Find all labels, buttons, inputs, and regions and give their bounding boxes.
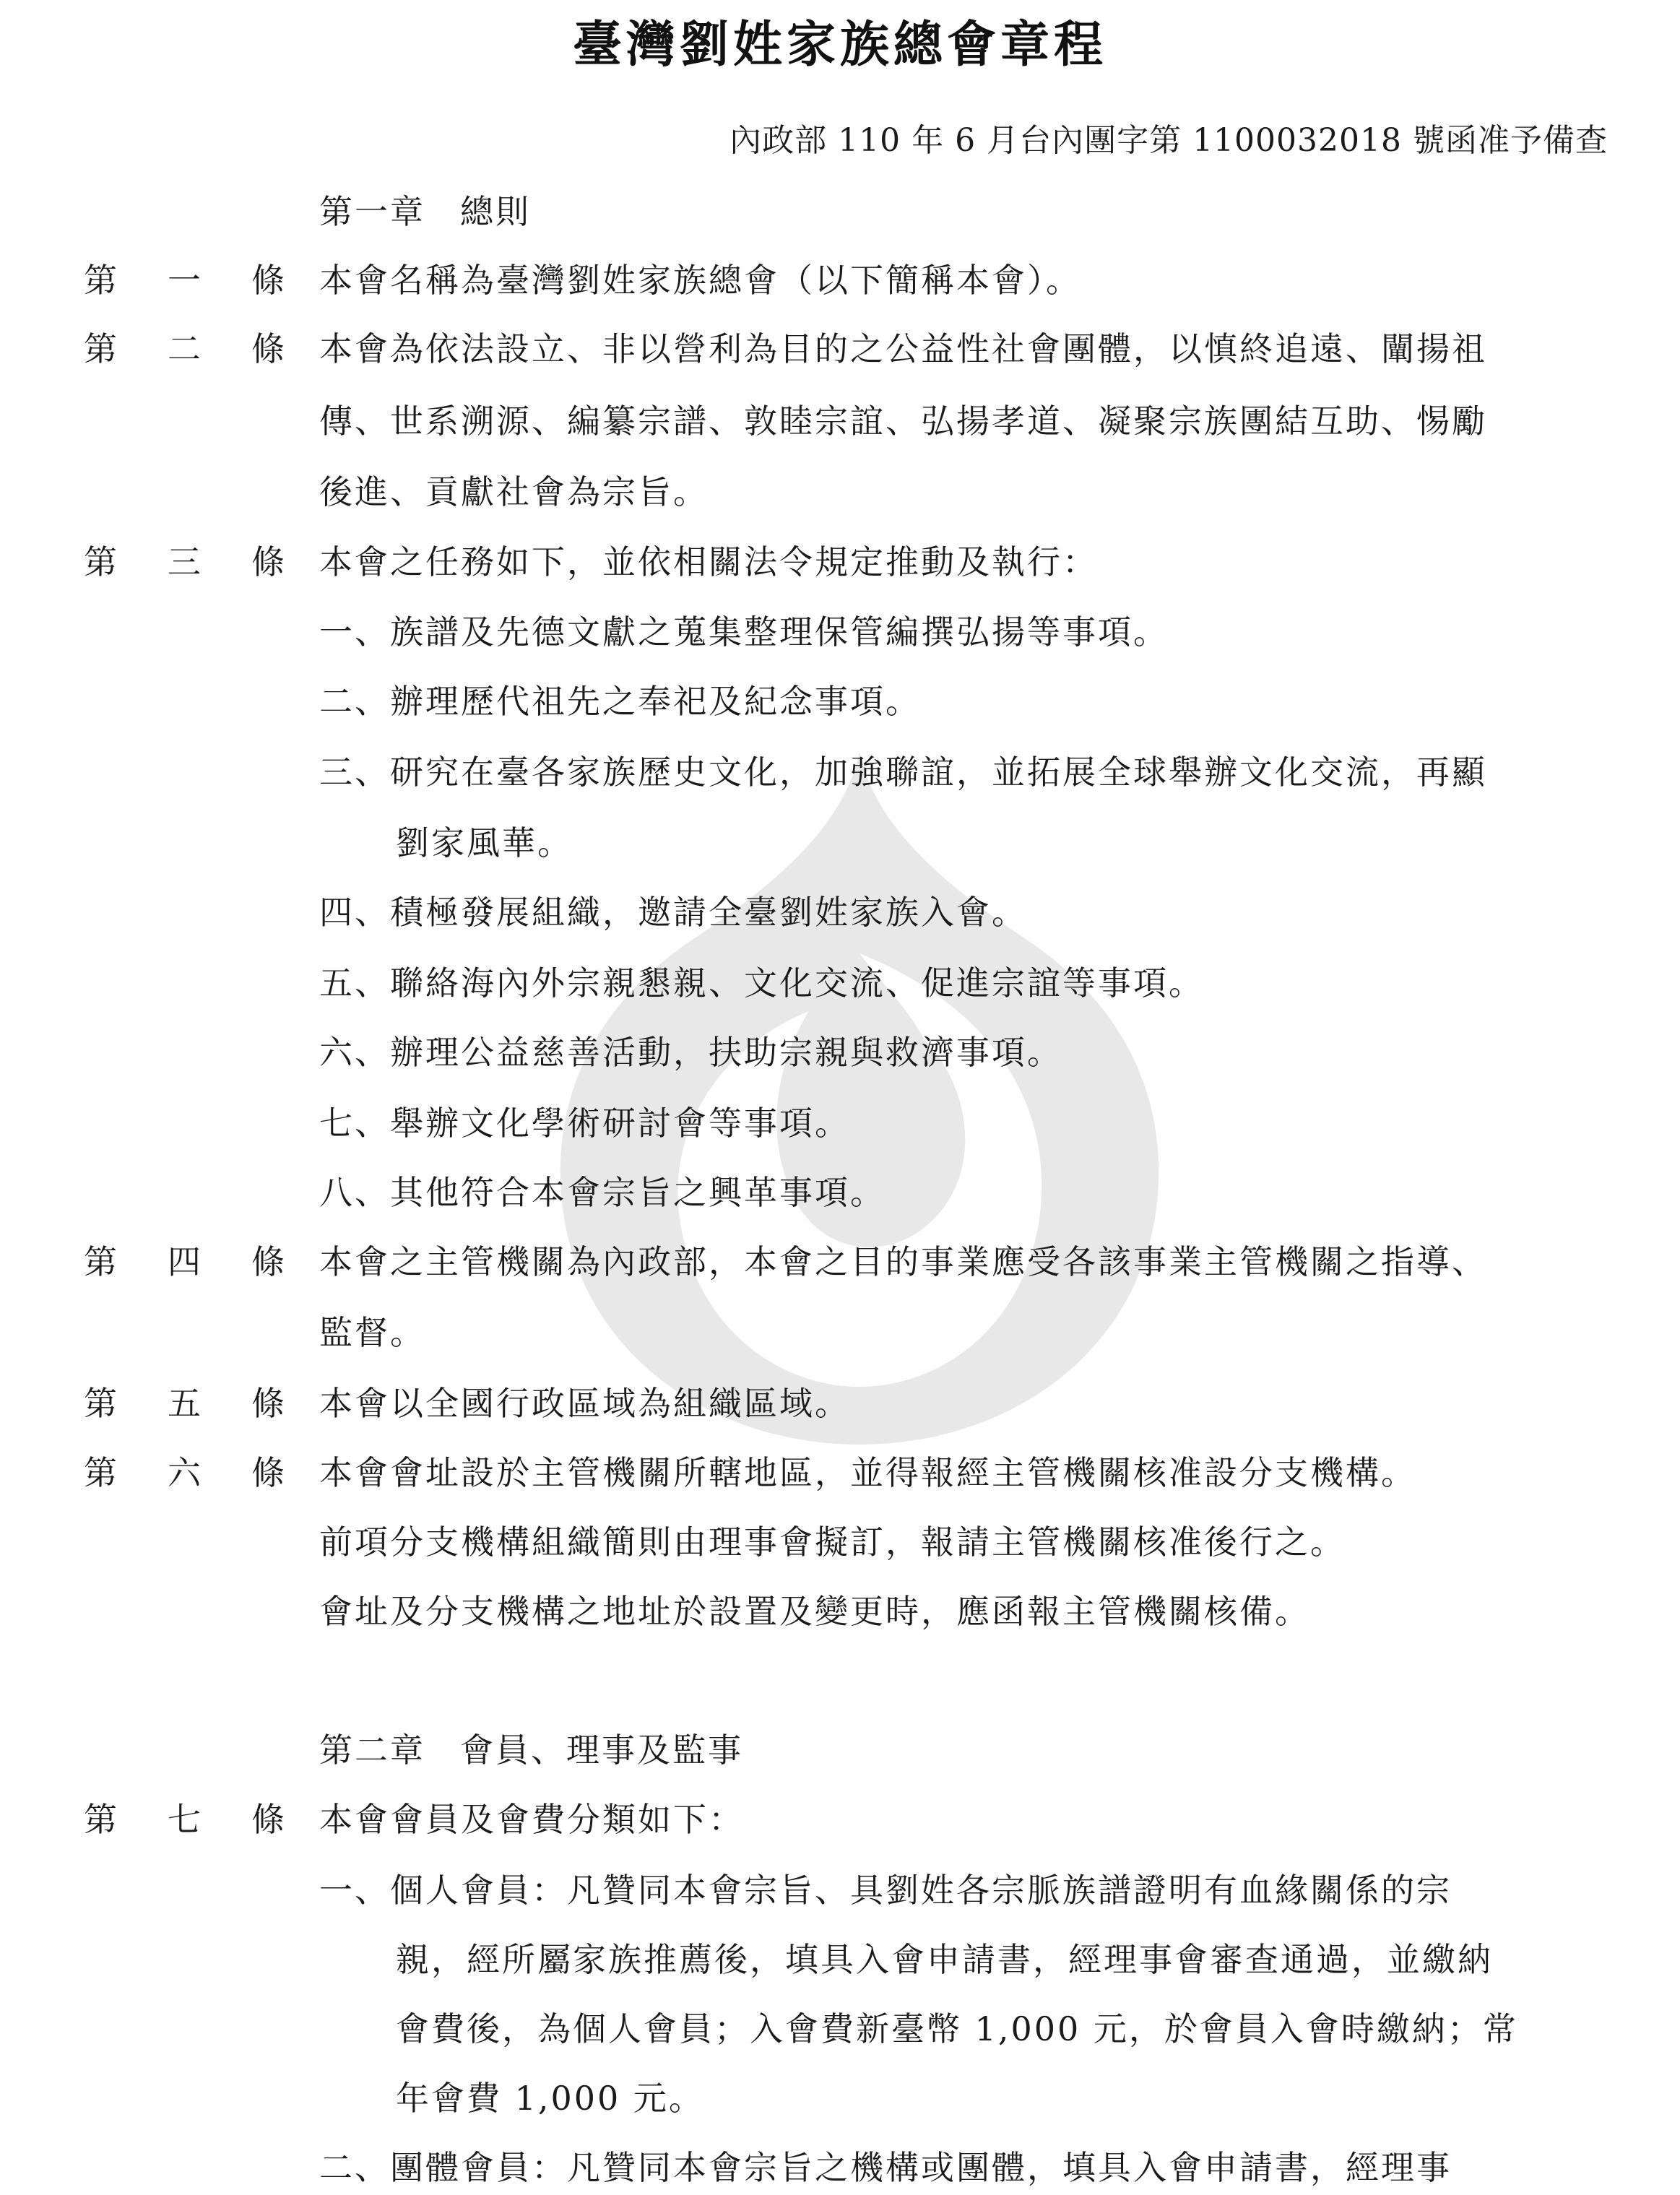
chapter-name: 會員、理事及監事 — [460, 1731, 743, 1770]
membership-item-continuation: 親，經所屬家族推薦後，填具入會申請書，經理事會審查通過，並繳納 — [396, 1940, 1493, 1979]
membership-item-continuation: 年會費 1,000 元。 — [396, 2079, 704, 2118]
task-item: 五、聯絡海內外宗親懇親、文化交流、促進宗誼等事項。 — [319, 964, 1204, 1003]
chapter-heading — [319, 1731, 743, 1770]
task-item: 二、辦理歷代祖先之奉祀及紀念事項。 — [319, 682, 921, 721]
article-text: 會址及分支機構之地址於設置及變更時，應函報主管機關核備。 — [319, 1592, 1310, 1631]
article-text: 本會會址設於主管機關所轄地區，並得報經主管機關核准設分支機構。 — [319, 1453, 1416, 1492]
approval-reference: 內政部 110 年 6 月台內團字第 1100032018 號函准予備查 — [729, 122, 1608, 159]
task-item: 六、辦理公益慈善活動，扶助宗親與救濟事項。 — [319, 1033, 1062, 1072]
article-label: 第 二 條 — [84, 329, 285, 368]
chapter-number: 第二章 — [319, 1731, 425, 1770]
task-item: 三、研究在臺各家族歷史文化，加強聯誼，並拓展全球舉辦文化交流，再顯 — [319, 753, 1487, 792]
task-item: 一、族譜及先德文獻之蒐集整理保管編撰弘揚等事項。 — [319, 612, 1169, 651]
membership-item: 一、個人會員：凡贊同本會宗旨、具劉姓各宗脈族譜證明有血緣關係的宗 — [319, 1871, 1452, 1910]
article-label: 第 四 條 — [84, 1242, 285, 1281]
task-item: 四、積極發展組織，邀請全臺劉姓家族入會。 — [319, 893, 1027, 932]
article-text: 本會之任務如下，並依相關法令規定推動及執行： — [319, 542, 1098, 581]
chapter-name: 總則 — [460, 192, 531, 231]
article-text: 傳、世系溯源、編纂宗譜、敦睦宗誼、弘揚孝道、凝聚宗族團結互助、惕勵 — [319, 402, 1487, 441]
article-label: 第 三 條 — [84, 542, 285, 581]
article-text: 前項分支機構組織簡則由理事會擬訂，報請主管機關核准後行之。 — [319, 1523, 1346, 1562]
article-text: 本會為依法設立、非以營利為目的之公益性社會團體，以慎終追遠、闡揚祖 — [319, 329, 1487, 368]
article-text: 後進、貢獻社會為宗旨。 — [319, 472, 709, 511]
article-text: 本會以全國行政區域為組織區域。 — [319, 1384, 850, 1423]
task-item: 七、舉辦文化學術研討會等事項。 — [319, 1104, 850, 1143]
article-label: 第 五 條 — [84, 1384, 285, 1423]
task-item: 八、其他符合本會宗旨之興革事項。 — [319, 1173, 886, 1212]
task-item-continuation: 劉家風華。 — [396, 823, 573, 862]
membership-item: 二、團體會員：凡贊同本會宗旨之機構或團體，填具入會申請書，經理事 — [319, 2148, 1452, 2187]
article-text: 監督。 — [319, 1313, 425, 1352]
article-text: 本會會員及會費分類如下： — [319, 1800, 744, 1839]
article-label: 第 六 條 — [84, 1453, 285, 1492]
chapter-number: 第一章 — [319, 192, 425, 231]
chapter-heading — [319, 192, 531, 231]
membership-item-continuation: 會費後，為個人會員；入會費新臺幣 1,000 元，於會員入會時繳納；常 — [396, 2009, 1518, 2048]
document-title: 臺灣劉姓家族總會章程 — [572, 16, 1107, 74]
article-text: 本會名稱為臺灣劉姓家族總會（以下簡稱本會）。 — [319, 261, 1081, 300]
article-label: 第 一 條 — [84, 261, 285, 300]
article-text: 本會之主管機關為內政部，本會之目的事業應受各該事業主管機關之指導、 — [319, 1242, 1487, 1281]
article-label: 第 七 條 — [84, 1800, 285, 1839]
